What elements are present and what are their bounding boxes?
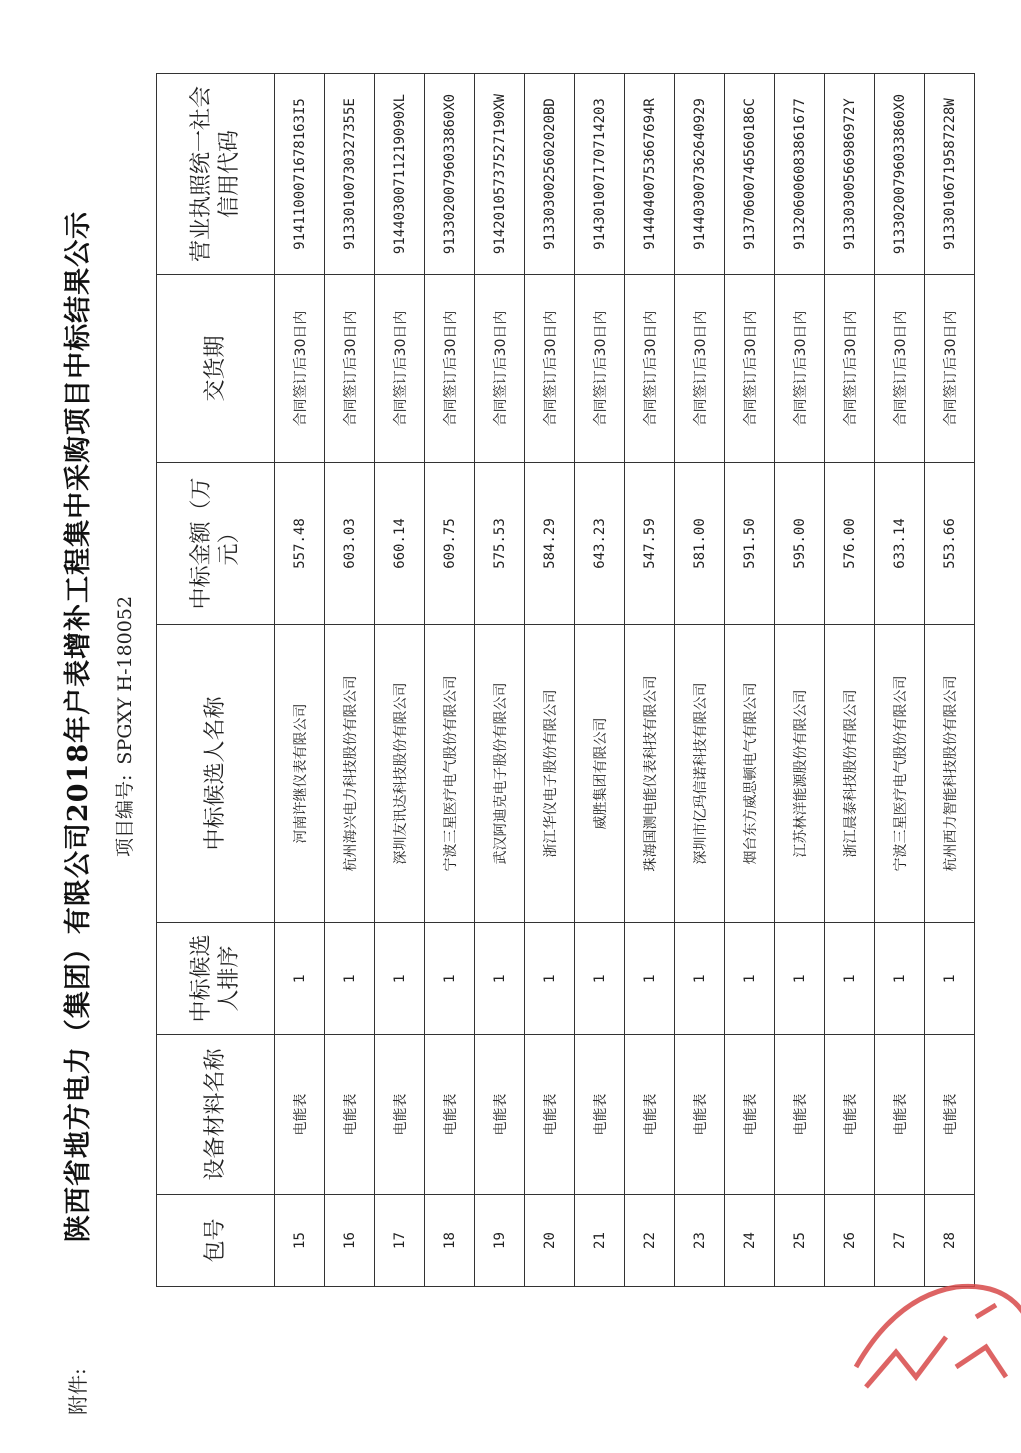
table-row	[625, 74, 675, 1287]
cell-candidate-name: 深圳市亿玛信诺科技有限公司	[675, 625, 725, 923]
cell-material: 电能表	[925, 1035, 975, 1195]
cell-candidate-name: 深圳友讯达科技股份有限公司	[375, 625, 425, 923]
cell-rank: 1	[425, 923, 475, 1035]
cell-rank: 1	[325, 923, 375, 1035]
cell-delivery: 合同签订后30日内	[475, 275, 525, 463]
table-row	[675, 74, 725, 1287]
cell-credit-code: 91370600746560186C	[725, 74, 775, 275]
cell-package: 22	[625, 1195, 675, 1287]
cell-delivery: 合同签订后30日内	[825, 275, 875, 463]
cell-candidate-name: 威胜集团有限公司	[575, 625, 625, 923]
bid-results-table	[156, 73, 975, 1287]
cell-rank: 1	[925, 923, 975, 1035]
cell-material: 电能表	[275, 1035, 325, 1195]
cell-package: 27	[875, 1195, 925, 1287]
header-amount: 中标金额（万元）	[157, 463, 275, 625]
cell-package: 20	[525, 1195, 575, 1287]
cell-material: 电能表	[525, 1035, 575, 1195]
cell-amount: 633.14	[875, 463, 925, 625]
cell-material: 电能表	[425, 1035, 475, 1195]
cell-rank: 1	[575, 923, 625, 1035]
project-code-label: 项目编号:	[114, 774, 136, 858]
cell-delivery: 合同签订后30日内	[375, 275, 425, 463]
cell-rank: 1	[775, 923, 825, 1035]
cell-package: 24	[725, 1195, 775, 1287]
cell-material: 电能表	[875, 1035, 925, 1195]
cell-rank: 1	[725, 923, 775, 1035]
cell-material: 电能表	[675, 1035, 725, 1195]
cell-package: 26	[825, 1195, 875, 1287]
cell-candidate-name: 宁波三星医疗电气股份有限公司	[875, 625, 925, 923]
cell-candidate-name: 浙江华仪电子股份有限公司	[525, 625, 575, 923]
cell-credit-code: 91320600608386167​7	[775, 74, 825, 275]
cell-material: 电能表	[325, 1035, 375, 1195]
cell-amount: 591.50	[725, 463, 775, 625]
cell-amount: 595.00	[775, 463, 825, 625]
cell-amount: 575.53	[475, 463, 525, 625]
cell-material: 电能表	[575, 1035, 625, 1195]
cell-candidate-name: 珠海国测电能仪表科技有限公司	[625, 625, 675, 923]
cell-credit-code: 91440300736264092​9	[675, 74, 725, 275]
table-row	[425, 74, 475, 1287]
cell-amount: 576.00	[825, 463, 875, 625]
cell-credit-code: 91330100730327355E	[325, 74, 375, 275]
cell-amount: 609.75	[425, 463, 475, 625]
table-row	[325, 74, 375, 1287]
cell-delivery: 合同签订后30日内	[725, 275, 775, 463]
cell-credit-code: 91330106719587228W	[925, 74, 975, 275]
cell-package: 21	[575, 1195, 625, 1287]
cell-package: 23	[675, 1195, 725, 1287]
cell-material: 电能表	[375, 1035, 425, 1195]
cell-candidate-name: 武汉阿迪克电子股份有限公司	[475, 625, 525, 923]
table-row	[475, 74, 525, 1287]
cell-material: 电能表	[775, 1035, 825, 1195]
cell-credit-code: 91420105737527190XW	[475, 74, 525, 275]
table-row	[925, 74, 975, 1287]
cell-credit-code: 9133030025602020BD	[525, 74, 575, 275]
cell-rank: 1	[875, 923, 925, 1035]
cell-rank: 1	[525, 923, 575, 1035]
project-code-value: SPGXY H-180052	[114, 595, 136, 765]
header-material: 设备材料名称	[157, 1035, 275, 1195]
cell-candidate-name: 河南许继仪表有限公司	[275, 625, 325, 923]
cell-material: 电能表	[625, 1035, 675, 1195]
cell-package: 17	[375, 1195, 425, 1287]
cell-credit-code: 91440300711219090XL	[375, 74, 425, 275]
cell-amount: 584.29	[525, 463, 575, 625]
cell-credit-code: 9144040075366769​4R	[625, 74, 675, 275]
cell-candidate-name: 杭州西力智能科技股份有限公司	[925, 625, 975, 923]
cell-amount: 603.03	[325, 463, 375, 625]
cell-candidate-name: 江苏林洋能源股份有限公司	[775, 625, 825, 923]
document-title: 陕西省地方电力（集团）有限公司2018年户表增补工程集中采购项目中标结果公示	[63, 210, 94, 1243]
cell-candidate-name: 杭州海兴电力科技股份有限公司	[325, 625, 375, 923]
cell-amount: 547.59	[625, 463, 675, 625]
cell-rank: 1	[675, 923, 725, 1035]
project-code-line	[110, 0, 137, 1453]
table-body	[275, 74, 975, 1287]
header-delivery: 交货期	[157, 275, 275, 463]
header-credit-code: 营业执照统一社会信用代码	[157, 74, 275, 275]
cell-amount: 643.23	[575, 463, 625, 625]
header-rank: 中标候选人排序	[157, 923, 275, 1035]
cell-candidate-name: 烟台东方威思顿电气有限公司	[725, 625, 775, 923]
table-row	[825, 74, 875, 1287]
cell-delivery: 合同签订后30日内	[675, 275, 725, 463]
table-row	[725, 74, 775, 1287]
cell-package: 28	[925, 1195, 975, 1287]
cell-amount: 660.14	[375, 463, 425, 625]
cell-amount: 553.66	[925, 463, 975, 625]
cell-credit-code: 91330200796033860X0	[875, 74, 925, 275]
cell-candidate-name: 浙江晨泰科技股份有限公司	[825, 625, 875, 923]
cell-package: 16	[325, 1195, 375, 1287]
cell-delivery: 合同签订后30日内	[325, 275, 375, 463]
table-row	[275, 74, 325, 1287]
cell-rank: 1	[375, 923, 425, 1035]
header-candidate-name: 中标候选人名称	[157, 625, 275, 923]
table-row	[525, 74, 575, 1287]
cell-delivery: 合同签订后30日内	[875, 275, 925, 463]
cell-package: 15	[275, 1195, 325, 1287]
header-package: 包号	[157, 1195, 275, 1287]
cell-material: 电能表	[475, 1035, 525, 1195]
cell-rank: 1	[475, 923, 525, 1035]
cell-delivery: 合同签订后30日内	[625, 275, 675, 463]
cell-candidate-name: 宁波三星医疗电气股份有限公司	[425, 625, 475, 923]
cell-amount: 557.48	[275, 463, 325, 625]
table-row	[375, 74, 425, 1287]
cell-delivery: 合同签订后30日内	[925, 275, 975, 463]
cell-delivery: 合同签订后30日内	[575, 275, 625, 463]
stamp-mark	[856, 1286, 1021, 1387]
table-row	[775, 74, 825, 1287]
cell-delivery: 合同签订后30日内	[275, 275, 325, 463]
cell-delivery: 合同签订后30日内	[775, 275, 825, 463]
cell-credit-code: 91430100717071420​3	[575, 74, 625, 275]
table-row	[575, 74, 625, 1287]
cell-credit-code: 9141100071678163I5	[275, 74, 325, 275]
cell-credit-code: 91330200796033860X0	[425, 74, 475, 275]
cell-credit-code: 91330300566986972Y	[825, 74, 875, 275]
cell-material: 电能表	[825, 1035, 875, 1195]
cell-rank: 1	[625, 923, 675, 1035]
red-seal-stamp	[836, 1257, 1021, 1417]
cell-delivery: 合同签订后30日内	[425, 275, 475, 463]
cell-delivery: 合同签订后30日内	[525, 275, 575, 463]
cell-amount: 581.00	[675, 463, 725, 625]
cell-package: 18	[425, 1195, 475, 1287]
table-row	[875, 74, 925, 1287]
cell-rank: 1	[275, 923, 325, 1035]
cell-rank: 1	[825, 923, 875, 1035]
table-header-row	[157, 74, 275, 1287]
cell-package: 19	[475, 1195, 525, 1287]
cell-package: 25	[775, 1195, 825, 1287]
cell-material: 电能表	[725, 1035, 775, 1195]
attachment-label: 附件:	[66, 1368, 90, 1415]
